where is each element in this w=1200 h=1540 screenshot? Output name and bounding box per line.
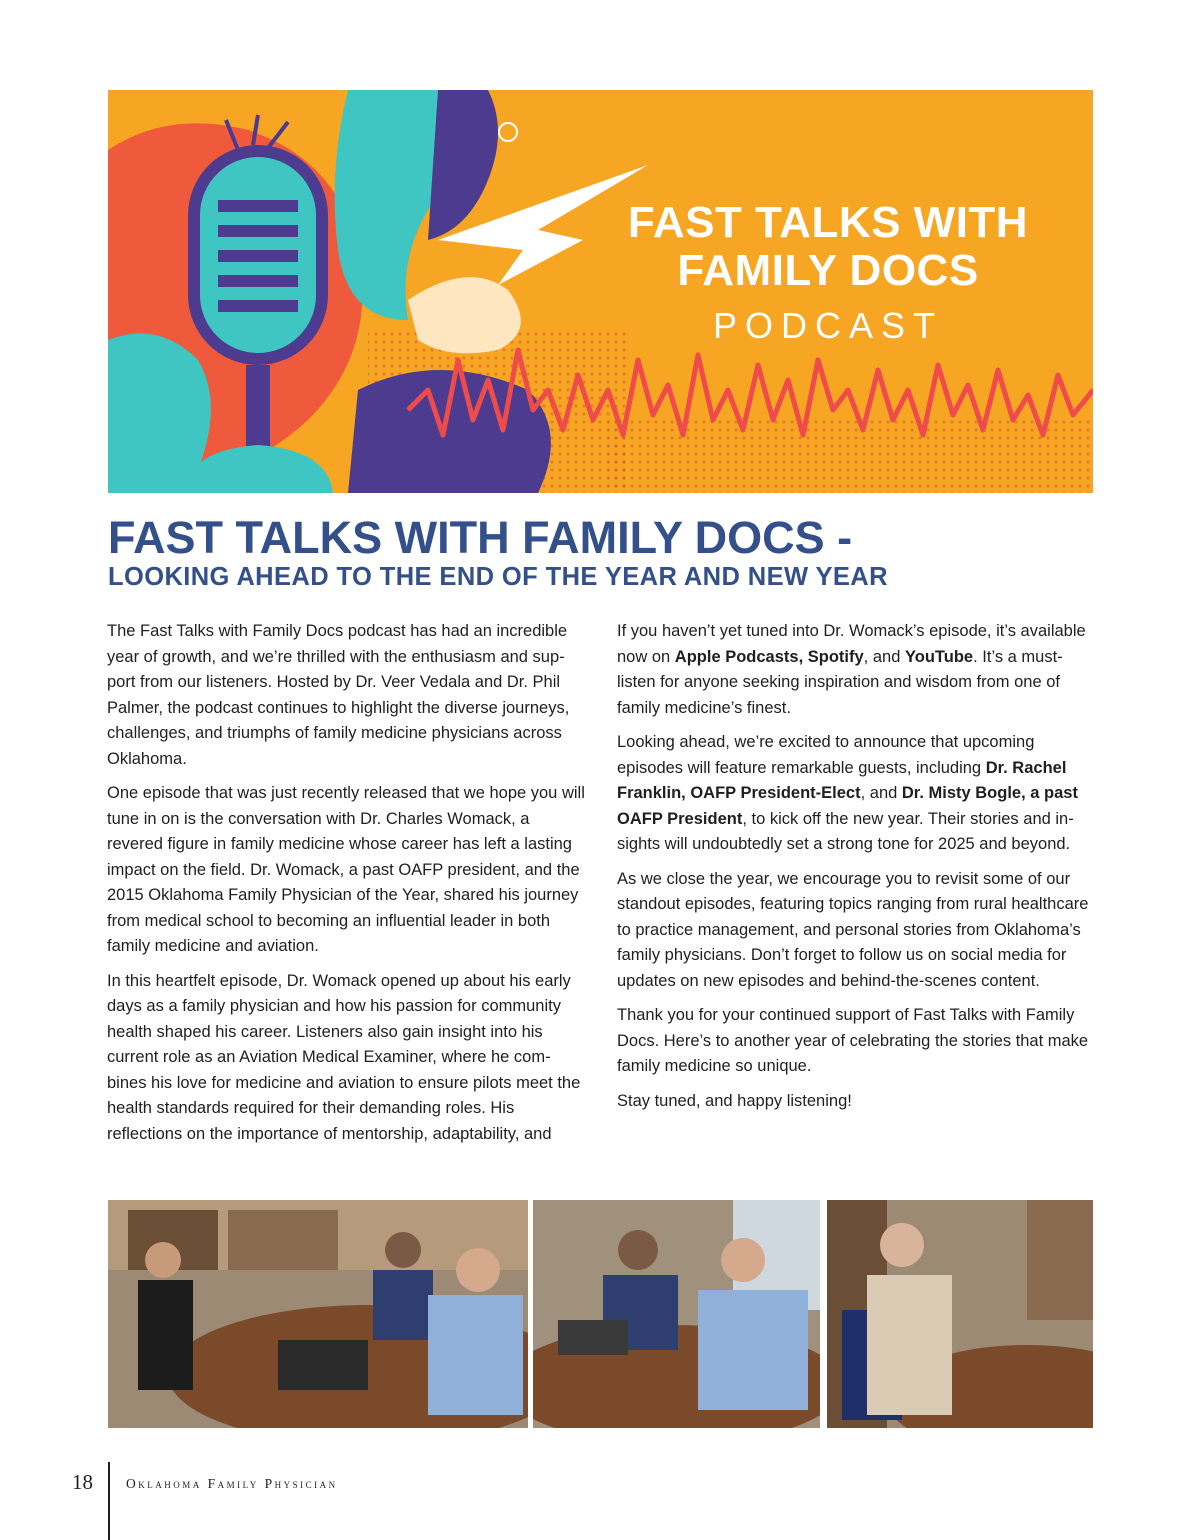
page-number: 18 bbox=[72, 1470, 93, 1494]
paragraph: The Fast Talks with Family Docs podcast has had an incredible year of growth, and we’re thrilled with the enthusiasm and sup-port from our listeners. Hosted by Dr. Veer Vedala and Dr. Phil Palmer, the podcast continues to highlight the diverse journeys, challenges, and triumphs of family medicine physicians across Oklahoma. bbox=[107, 622, 570, 768]
article-subhead: LOOKING AHEAD TO THE END OF THE YEAR AND NEW YEAR bbox=[108, 563, 888, 591]
paragraph: Thank you for your continued support of Fast Talks with Family Docs. Here’s to another year of celebrating the stories that make family medicine so unique. bbox=[617, 1006, 1089, 1075]
banner-podcast-label: PODCAST bbox=[712, 305, 944, 346]
guest-bogle: Dr. Misty Bogle, a past OAFP President bbox=[617, 784, 1078, 828]
podcast-photo-3 bbox=[827, 1200, 1093, 1428]
paragraph: In this heartfelt episode, Dr. Womack opened up about his early days as a family physician and how his passion for community health shaped his career. Listeners also gain insight into his current role as an Aviation Medical Examiner, where he com-bines his love for medicine and aviation to ensure pilots meet the health standards required for their demanding roles. His reflections on the importance of mentorship, adaptability, and bbox=[107, 971, 581, 1143]
paragraph: Stay tuned, and happy listening! bbox=[617, 1091, 852, 1110]
paragraph: As we close the year, we encourage you to revisit some of our standout episodes, featuring topics ranging from rural healthcare to practice management, and personal stories from Oklahoma’s family physicians. Don’t forget to follow us on social media for updates on new episodes and behind-the-scenes content. bbox=[617, 869, 1089, 990]
paragraph: If you haven’t yet tuned into Dr. Womack’s episode, it’s available now on Apple Podcasts, Spotify, and YouTube. It’s a must-listen for anyone seeking inspiration and wisdom from one of family medicine’s finest. bbox=[617, 622, 1086, 717]
footer-divider bbox=[108, 1462, 110, 1540]
paragraph: Looking ahead, we’re excited to announce that upcoming episodes will feature remarkable guests, including Dr. Rachel Franklin, OAFP President-Elect, and Dr. Misty Bogle, a past OAFP President, to kick off the new year. Their stories and in-sights will undoubtedly set a strong tone for 2025 and beyond. bbox=[617, 733, 1078, 853]
podcast-photo-2 bbox=[533, 1200, 820, 1428]
platform-names: Apple Podcasts, Spotify bbox=[674, 647, 864, 666]
podcast-banner bbox=[108, 90, 1093, 493]
guest-franklin: Dr. Rachel Franklin, OAFP President-Elect bbox=[617, 758, 1067, 802]
article-column-left bbox=[107, 619, 587, 1156]
podcast-photo-1 bbox=[108, 1200, 528, 1428]
publication-title: Oklahoma Family Physician bbox=[126, 1476, 338, 1491]
banner-title-line-2: FAMILY DOCS bbox=[677, 246, 979, 295]
paragraph: One episode that was just recently released that we hope you will tune in on is the conversation with Dr. Charles Womack, a revered figure in family medicine whose career has left a lasting impact on the field. Dr. Womack, a past OAFP president, and the 2015 Oklahoma Family Physician of the Year, shared his journey from medical school to becoming an influential leader in both family medicine and aviation. bbox=[107, 784, 585, 955]
article-column-right bbox=[617, 619, 1097, 1123]
banner-title-line-1: FAST TALKS WITH bbox=[627, 198, 1029, 247]
platform-youtube: YouTube bbox=[904, 647, 974, 666]
article-headline: FAST TALKS WITH FAMILY DOCS - bbox=[108, 512, 853, 563]
